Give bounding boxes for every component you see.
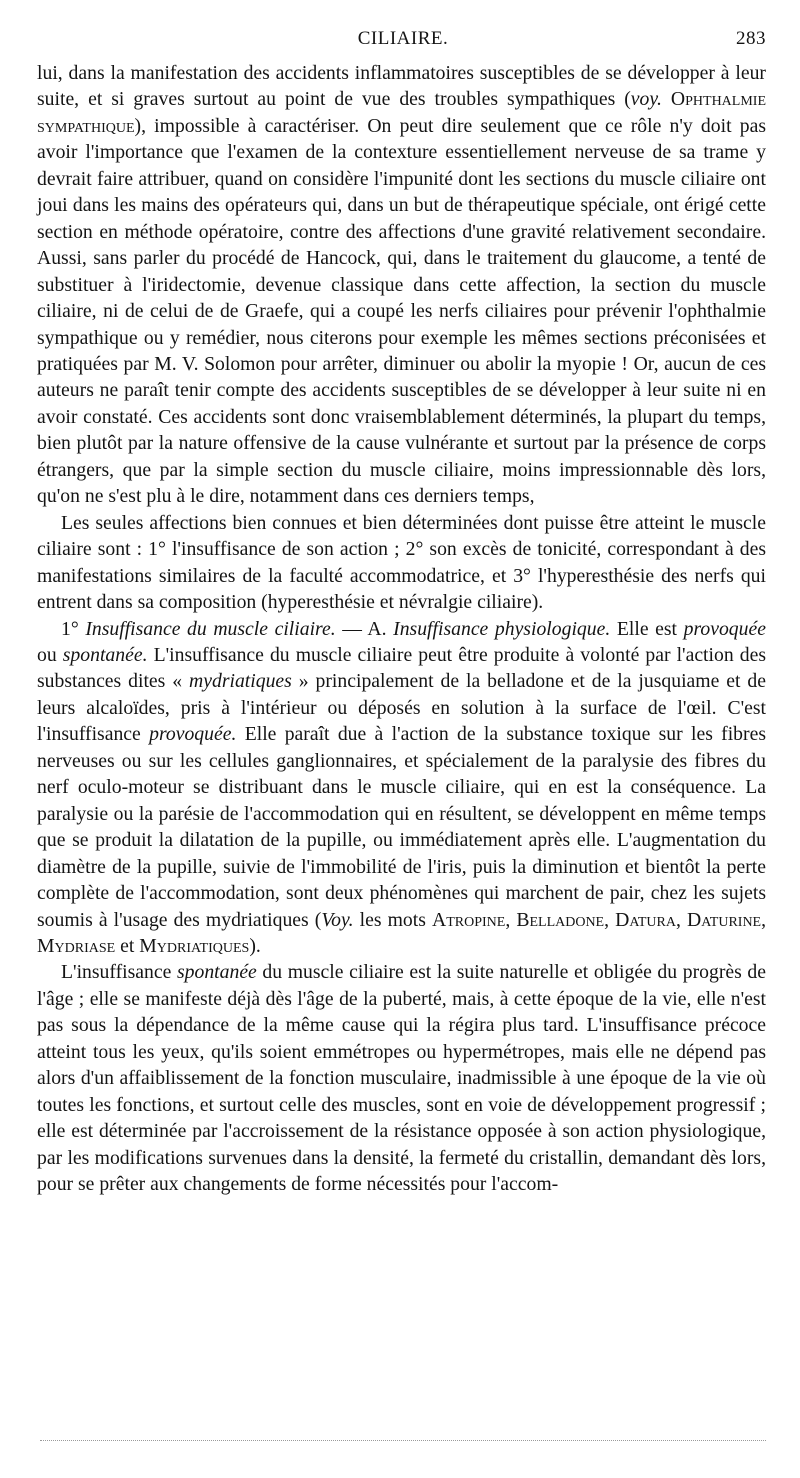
subsection-heading: Insuffisance physiologique. (393, 617, 611, 640)
text-run: — A. (335, 617, 394, 640)
italic-term: provoquée (683, 617, 766, 640)
voy-abbrev: voy. (630, 88, 662, 111)
text-run: ). (249, 934, 261, 957)
text-run: Les seules affections bien connues et bien déterminées dont puisse être atteint le muscle ciliaire sont : 1° l'insuffisance de son action ; 2° son excès de tonicité, correspondant à des manifestations similaires de la faculté accommodatrice, et 3° l'hyperesthésie des nerfs qui entrent dans sa composition (hyperesthésie et névralgie ciliaire). (37, 511, 766, 614)
section-heading: Insuffisance du muscle ciliaire. (85, 617, 336, 640)
separator: , (761, 908, 767, 931)
italic-term: provoquée. (149, 723, 237, 746)
cross-reference: Mydriatiques (139, 934, 250, 957)
cross-reference: Ophthalmie sympathique (37, 88, 767, 137)
separator: , (604, 908, 616, 931)
body-text (37, 60, 766, 1197)
italic-term: spontanée (176, 961, 257, 984)
running-header (40, 28, 766, 58)
separator: et (115, 934, 140, 957)
text-run: du muscle ciliaire est la suite naturelle et obligée du progrès de l'âge ; elle se manifeste déjà dès l'âge de la puberté, mais, à cette époque de la vie, elle n'est pas sous la dépendance de la même cause qui la régira plus tard. L'insuffisance précoce atteint tous les yeux, qu'ils soient emmétropes ou hypermétropes, mais elle ne dépend pas alors d'un affaiblissement de la fonction musculaire, inadmissible à une époque de la vie où toutes les fonctions, et surtout celle des muscles, sont en voie de développement progressif ; elle est déterminée par l'accroissement de la résistance opposée à son action physiologique, par les modifications survenues dans la densité, la fermeté du cristallin, demandant dès lors, pour se prêter aux changements de forme nécessités pour l'accom- (37, 961, 766, 1196)
cross-reference: Belladone (516, 908, 605, 931)
paragraph-4 (37, 959, 766, 1197)
page-number: 283 (736, 28, 766, 49)
separator: , (505, 908, 517, 931)
voy-abbrev: Voy. (321, 908, 354, 931)
paragraph-2 (37, 510, 766, 616)
text-run: ), impossible à caractériser. On peut dire seulement que ce rôle n'y doit pas avoir l'importance que l'examen de la contexture essentiellement nerveuse de sa trame y devrait faire attribuer, quand on considère l'impunité dont les sections du muscle ciliaire ont joui dans les mains des opérateurs qui, dans un but de thérapeutique spéciale, ont érigé cette section en méthode opératoire, contre des affections d'une gravité relativement secondaire. Aussi, sans parler du procédé de Hancock, qui, dans le traitement du glaucome, a tenté de substituer à l'iridectomie, devenue classique dans cette affection, la section du muscle ciliaire, ni de celui de de Graefe, qui a coupé les nerfs ciliaires pour prévenir l'ophthalmie sympathique ou y remédier, nous citerons pour exemple les mêmes sections préconisées et pratiquées par M. V. Solomon pour arrêter, diminuer ou abolir la myopie ! Or, aucun de ces auteurs ne paraît tenir compte des accidents susceptibles de se développer à leur suite ni en avoir constaté. Ces accidents sont donc vraisemblablement déterminés, la plupart du temps, bien plutôt par la nature offensive de la cause vulnérante et surtout par la présence de corps étrangers, que par la simple section du muscle ciliaire, moins impressionnable dès lors, qu'on ne s'est plu à le dire, notamment dans ces derniers temps, (37, 114, 766, 508)
cross-reference: Daturine (687, 908, 762, 931)
footer-rule (40, 1440, 766, 1441)
text-run: L'insuffisance du muscle ciliaire peut être produite à volonté par l'action des substances dites « (37, 643, 766, 693)
text-run: ou (37, 643, 63, 666)
italic-term: mydriatiques (189, 670, 292, 693)
separator: , (676, 908, 687, 931)
text-run: les mots (353, 908, 432, 931)
section-number: 1° (61, 617, 86, 640)
text-run: L'insuffisance (61, 961, 177, 984)
italic-term: spontanée. (62, 643, 148, 666)
text-run: lui, dans la manifestation des accidents inflammatoires susceptibles de se développer à leur suite, et si graves surtout au point de vue des troubles sympathiques ( (37, 62, 766, 111)
text-run: Elle est (610, 617, 684, 640)
cross-reference: Atropine (432, 908, 506, 931)
running-title: CILIAIRE. (357, 28, 449, 49)
cross-reference: Datura (615, 908, 676, 931)
paragraph-1 (37, 60, 766, 510)
cross-reference: Mydriase (37, 934, 116, 957)
text-run: Elle paraît due à l'action de la substance toxique sur les fibres nerveuses ou sur les cellules ganglionnaires, et spécialement de la paralysie des fibres du nerf oculo-moteur se distribuant dans le muscle ciliaire, qui en est la conséquence. La paralysie ou la parésie de l'accommodation qui en résultent, se développent en même temps que se produit la dilatation de la pupille, ou immédiatement après elle. L'augmentation du diamètre de la pupille, suivie de l'immobilité de l'iris, puis la diminution et bientôt la perte complète de l'accommodation, sont deux phénomènes qui marchent de pair, chez les sujets soumis à l'usage des mydriatiques ( (37, 723, 766, 931)
paragraph-3 (37, 616, 766, 960)
text-run: » principalement de la belladone et de la jusquiame et de leurs alcaloïdes, pris à l'intérieur ou déposés en solution à la surface de l'œil. C'est l'insuffisance (37, 670, 766, 746)
